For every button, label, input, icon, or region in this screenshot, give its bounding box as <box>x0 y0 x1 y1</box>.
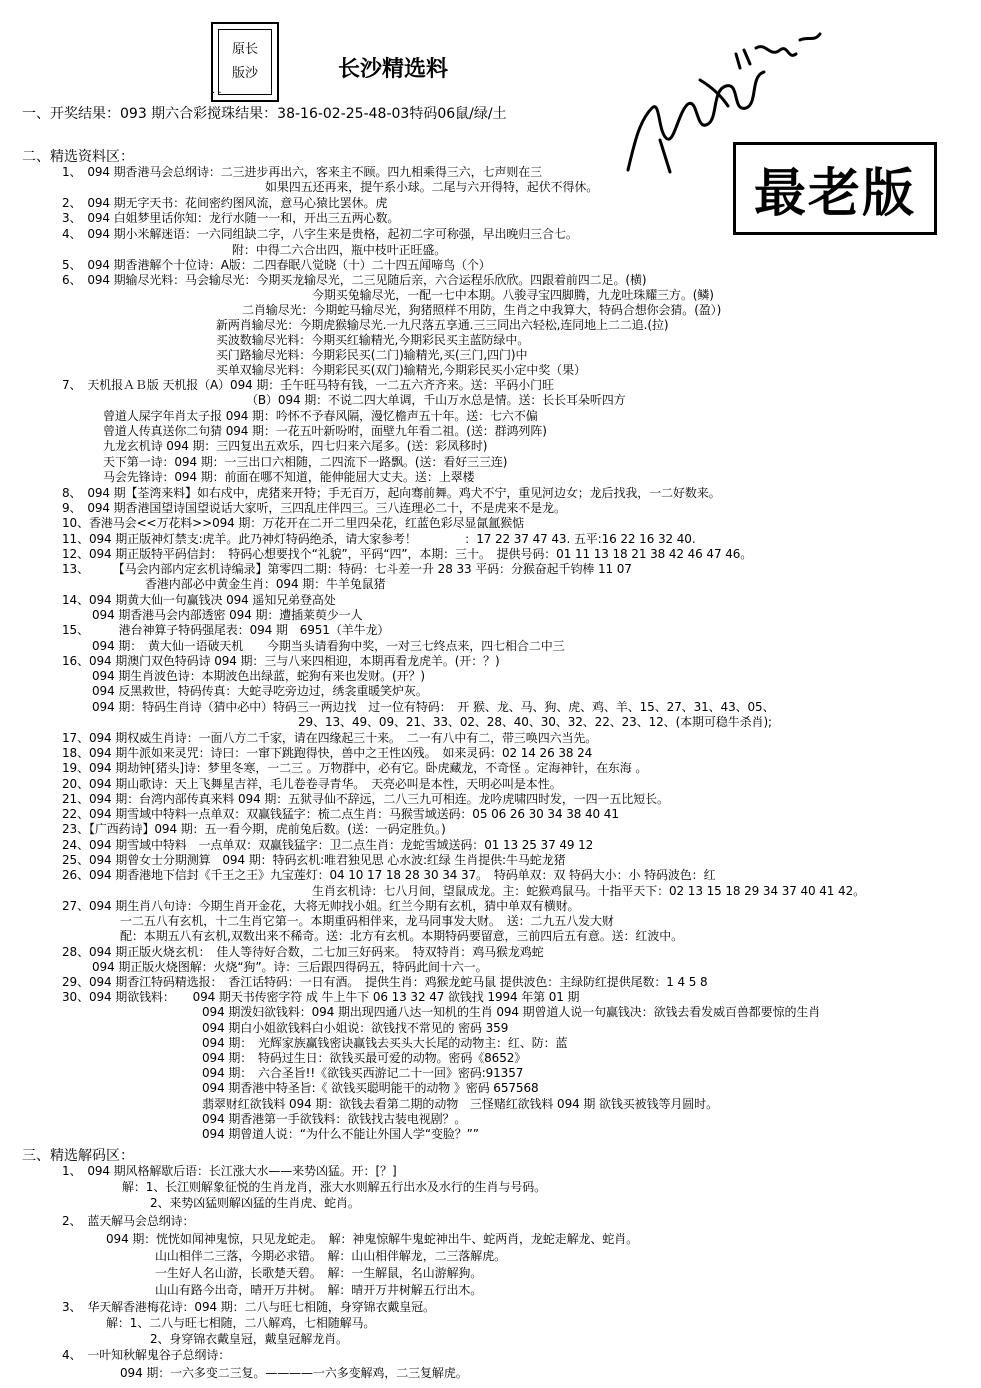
text-line: 附：中得二六合出四，瓶中枝叶正旺盛。 <box>232 243 447 257</box>
text-line: 094 期香港中特圣旨:《 欲钱买聪明能干的动物 》密码 657568 <box>202 1081 539 1095</box>
text-line: 18、094 期牛派如来灵咒：诗曰：一窜下跳跑得快，兽中之王性凶残。 如来灵码：02 14 26 38 24 <box>62 746 593 760</box>
text-line: 094 期香港第一手欲钱料：欲钱找古装电视剧？。 <box>202 1112 467 1126</box>
text-line: 094 期正版火烧图解：火烧“狗”。诗：三后跟四得码五，特码此间十六一。 <box>92 960 488 974</box>
text-line: 2、 094 期无字天书：花间密约图风流，意马心猿比罢休。虎 <box>62 196 388 210</box>
logo-inner <box>218 29 272 95</box>
page-title: 长沙精选料 <box>338 57 449 82</box>
text-line: 29、13、49、09、21、33、02、28、40、30、32、22、23、12、(本期可稳牛杀肖); <box>298 715 772 729</box>
text-line: 19、094 期劫钟[猪头]诗：梦里冬寒，一二三 。万物群中，必有它。卧虎藏龙，不奇怪 。定海神针，在东海 。 <box>62 761 648 775</box>
logo-text-top: 原长 <box>231 42 258 57</box>
text-line: 17、094 期权威生肖诗：一面八方二千家，请在四缘起三十来。 二一有八中有二，带三唤四六当先。 <box>62 731 598 745</box>
text-line: 一二五八有玄机，十二生肖它第一。本期重码相伴来，龙马同事发大财。 送：二九五八发大财 <box>120 914 614 928</box>
text-line: 094 期： 六合圣旨!!《欲钱买西游记二十一回》密码:91357 <box>202 1066 524 1080</box>
text-line: 25、094 期曾女士分期测算 094 期：特码玄机:唯君独见思 心水波:红绿 生肖提供:牛马蛇龙猪 <box>62 853 566 867</box>
text-line: 配：本期五八有玄机,双数出来不稀奇。送：北方有玄机。本期特码要留意，三前四后五有意。送：红波中。 <box>120 929 684 943</box>
text-line: 12、094 期正版特平码信封： 特码心想要找个“礼貌”，平码“四”，本期：三十。 提供号码：01 11 13 18 21 38 42 46 47 46。 <box>62 547 753 561</box>
text-line: 094 期香港马会内部透密 094 期：遭插莱萸少一人 <box>92 608 363 622</box>
text-line: 1、 094 期香港马会总纲诗：二三进步再出六，客来主不顾。四九相乘得三六，七声则在三 <box>62 165 543 179</box>
text-line: 6、 094 期输尽光料：马会输尽光：今期买龙输尽光，二三见随后亲，六合运程乐欣欣。四跟着前四二足。(横) <box>62 273 647 287</box>
text-line: 如果四五还再来，提午系小球。二尾与六开得特，起伏不得休。 <box>265 180 599 194</box>
text-line: 4、 一叶知秋解鬼谷子总纲诗： <box>62 1348 231 1362</box>
text-line: 买门路输尽光料：今期彩民买(二门)输精光,买(三门,四门)中 <box>216 348 528 362</box>
text-line: 22、094 期雪域中特料一点单双：双赢钱猛字：梳二点生肖：马猴雪域送码：05 06 26 30 34 38 40 41 <box>62 807 619 821</box>
text-line: 解：1、二八与旺七相随，二八解鸡，七相随解马。 <box>106 1316 376 1330</box>
text-line: 翡翠财红欲钱料 094 期：欲钱去看第二期的动物 三怪赌红欲钱料 094 期 欲钱买被钱等月圆时。 <box>202 1097 718 1111</box>
text-line: 094 期： 光辉家族赢钱密诀赢钱去买头大长尾的动物主：红、防：蓝 <box>202 1036 568 1050</box>
text-line: 094 期泼妇欲钱料：094 期出现四通八达一知机的生肖 094 期曾道人说一句赢钱决：欲钱去看发威百兽都要惊的生肖 <box>202 1005 821 1019</box>
text-line: 26、094 期香港地下信封《千王之王》九宝莲灯：04 10 17 18 28 30 34 37。 特码单双：双 特码大小：小 特码波色：红 <box>62 868 716 882</box>
text-line: 1、 094 期风格解歇后语：长江涨大水——来势凶猛。开：[？] <box>62 1164 397 1178</box>
text-line: 094 期白小姐欲钱料白小姐说：欲钱找不常见的 密码 359 <box>202 1021 509 1035</box>
section-decoding: 三、精选解码区： <box>22 1148 134 1164</box>
text-line: 一生好人名山游，长歌楚天碧。 解：一生解鼠，名山游解狗。 <box>155 1266 483 1280</box>
text-line: 九龙玄机诗 094 期：三四复出五欢乐，四七归来六尾多。(送：彩凤移时) <box>103 439 488 453</box>
text-line: 21、094 期：台湾内部传真来料 094 期：五狱寻仙不辞远，二八三九可相连。龙吟虎啸四时发，一四一五比短长。 <box>62 792 669 806</box>
section-selected-materials: 二、精选资料区： <box>22 149 134 165</box>
text-line: 香港内部必中黄金生肖：094 期：牛羊兔鼠猪 <box>145 577 386 591</box>
text-line: 二肖输尽光：今期蛇马输尽光，狗猪照样不用防，生肖之中我算大，特码合想你会猜。(盈）) <box>242 303 722 317</box>
text-line: 20、094 期山歌诗：天上飞舞星吉祥，毛儿卷卷寻青华。 天亮必叫是本性，天明必叫是本性。 <box>62 777 562 791</box>
text-line: 2、身穿锦衣戴皇冠，戴皇冠解龙肖。 <box>150 1332 348 1346</box>
text-line: 27、094 期生肖八句诗：今期生肖开金花，大将无帅找小姐。红兰今期有玄机，猜中单双有横财。 <box>62 899 580 913</box>
text-line: 马会先锋诗：094 期：前面在哪不知道，能伸能屈大丈夫。送：上翠楼 <box>103 470 475 484</box>
section-draw-result: 一、开奖结果：093 期六合彩搅珠结果：38-16-02-25-48-03特码06鼠/绿/土 <box>22 106 507 122</box>
text-line: 094 期： 特码过生日：欲钱买最可爱的动物。密码《8652》 <box>202 1051 527 1065</box>
text-line: 094 期生肖波色诗：本期波色出绿蓝，蛇狗有来也发财。(开？) <box>92 669 425 683</box>
text-line: 3、 华天解香港梅花诗：094 期：二八与旺七相随，身穿锦衣戴皇冠。 <box>62 1300 435 1314</box>
text-line: 15、 港台神算子特码强尾表：094 期 6951（羊牛龙） <box>62 623 390 637</box>
text-line: 新两肖输尽光：今期虎猴输尽光.一九尺落五享通.三三同出六轻松,连同地上二二追.(拉) <box>216 318 669 332</box>
text-line: 买波数输尽光料：今期买红输精光,今期彩民买主蓝防绿中。 <box>216 333 530 347</box>
text-line: 10、香港马会<<万花料>>094 期：万花开在二开二里四朵花，红蓝色彩尽显氤氲猴惦 <box>62 516 525 530</box>
text-line: 今期买兔输尽光，一配一七中本期。八骏寻宝四脚腾，九龙吐珠耀三方。(鳞) <box>312 288 714 302</box>
text-line: 山山相伴二三落，今期必求错。 解：山山相伴解龙，二三落解虎。 <box>155 1249 507 1263</box>
text-line: 094 反黑救世，特码传真：大蛇寻吃旁边过，绣衾重暖笑炉灰。 <box>92 684 428 698</box>
text-line: 解：1、长江则解象征悦的生肖龙肖，涨大水则解五行出水及水行的生肖与号码。 <box>122 1180 547 1194</box>
text-line: 9、 094 期香港国望诗国望说话大家听，三四乱庄伴四三。三八连理必二十，不是虎来不是龙。 <box>62 501 566 515</box>
text-line: 094 期曾道人说：“为什么不能让外国人学“变脸？”” <box>202 1127 479 1141</box>
text-line: 094 期：特码生肖诗（猜中必中）特码三一两边找 过一位有特码： 开 猴、龙、马、狗、虎、鸡、羊、15、27、31、43、05、 <box>92 700 775 714</box>
text-line: 2、 蓝天解马会总纲诗： <box>62 1214 195 1228</box>
text-line: 买单双输尽光料：今期彩民买(双门)输精光,今期彩民买小定中奖（果） <box>216 363 586 377</box>
text-line: 16、094 期澳门双色特码诗 094 期：三与八来四相迎，本期再看龙虎羊。(开：？) <box>62 654 500 668</box>
text-line: 8、 094 期【荃湾来料】如右戍中，虎猪来开特；手无百万，起向骞前舞。鸡犬不宁，重见河边女；龙后找我，一二好数来。 <box>62 486 721 500</box>
text-line: 曾道人传真送你二句猜 094 期：一花五叶新吩咐，面壁九年看二祖。(送：群鸿列阵) <box>103 424 547 438</box>
text-line: 生肖玄机诗：七八月间，望鼠成龙。主：蛇猴鸡鼠马。十指平天下：02 13 15 18 29 34 37 40 41 42。 <box>312 884 866 898</box>
text-line: 13、 【马会内部内定玄机诗编录】第零四二期：特码：七斗差一升 28 33 平码：分猴奋起千钧棒 11 07 <box>62 562 632 576</box>
text-line: 30、094 期欲钱料： 094 期天书传密字符 成 牛上牛下 06 13 32 47 欲钱找 1994 年第 01 期 <box>62 990 580 1004</box>
text-line: 29、094 期香江特码精选报： 香江话特码：一日有酒。 提供生肖：鸡猴龙蛇马鼠 提供波色：主绿防红提供尾数：1 4 5 8 <box>62 975 708 989</box>
decorative-dots: · · <box>212 88 222 99</box>
text-line: 山山有路今出奇，晴开万井树。 解：晴开万井树解五行出木。 <box>155 1283 483 1297</box>
text-line: 11、094 期正版神灯禁支:虎羊。此乃神灯特码绝杀，请大家参考！ ：17 22 37 47 43. 五平:16 22 16 32 40. <box>62 532 696 546</box>
text-line: 5、 094 期香港解个十位诗：A版：二四春眠八觉晓（十）二十四五闻啼鸟（个） <box>62 258 491 272</box>
text-line: 14、094 期黄大仙一句赢钱决 094 遥知兄弟登高处 <box>62 593 336 607</box>
oldest-edition-badge: 最老版 <box>733 142 937 235</box>
text-line: 曾道人屎字年肖太子报 094 期：吟怀不予春风隔，漫忆檐声五十年。送：七六不偏 <box>103 409 538 423</box>
text-line: 094 期： 黄大仙一语破天机 今期当头请看狗中奖，一对三七终点来，四七相合二中三 <box>92 639 565 653</box>
text-line: 7、 天机报ＡＢ版 天机报（A）094 期：壬午旺马特有钱，一二五六齐齐来。送：平码小门旺 <box>62 378 554 392</box>
text-line: 28、094 期正版火烧玄机： 佳人等待好合数，二七加三好码来。 特双特肖：鸡马猴龙鸡蛇 <box>62 945 544 959</box>
text-line: 3、 094 白姐梦里话你知：龙行水随一一和，开出三五两心数。 <box>62 211 400 225</box>
text-line: 094 期：一六多变二三复。————一六多变解鸡，二三复解虎。 <box>120 1366 468 1380</box>
text-line: 4、 094 期小米解迷语：一六同组缺二字，八字生来是贵格，起初二字可称强，早出晚归三合七。 <box>62 227 578 241</box>
logo-text-bottom: 版沙 <box>231 66 258 81</box>
text-line: 2、来势凶猛则解凶猛的生肖虎、蛇肖。 <box>150 1196 360 1210</box>
text-line: 24、094 期雪域中特料 一点单双：双赢钱猛字：卫二点生肖：龙蛇雪域送码：01 13 25 37 49 12 <box>62 838 594 852</box>
text-line: 23、【广西药诗】094 期：五一看今期，虎前兔后数。(送：一码定胜负。) <box>62 822 446 836</box>
text-line: 天下第一诗：094 期：一三出口六相随，二四流下一路飘。(送：看好三三连) <box>103 455 508 469</box>
text-line: （B）094 期：不说二四大单调，千山万水总是情。送：长长耳朵听四方 <box>246 393 626 407</box>
text-line: 094 期：恍恍如闻神鬼惊，只见龙蛇走。 解：神鬼惊解牛鬼蛇神出牛、蛇两肖，龙蛇走解龙、蛇肖。 <box>106 1232 639 1246</box>
